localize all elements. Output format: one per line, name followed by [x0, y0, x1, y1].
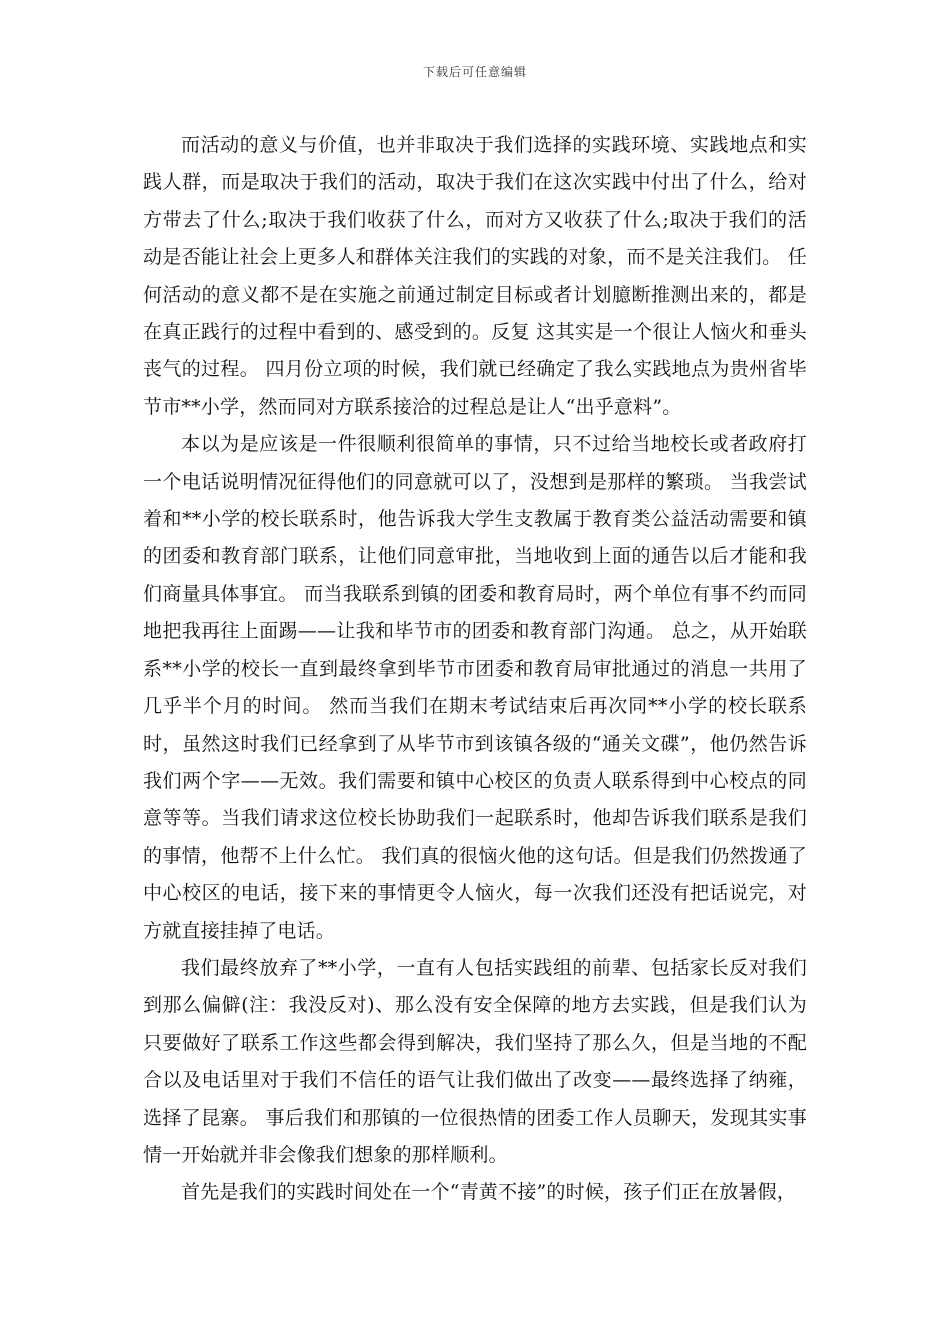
document-body: [143, 127, 807, 1212]
paragraph: 本以为是应该是一件很顺利很简单的事情，只不过给当地校长或者政府打一个电话说明情况征得他们的同意就可以了，没想到是那样的繁琐。 当我尝试着和**小学的校长联系时，他告诉我大学生支教属于教育类公益活动需要和镇的团委和教育部门联系，让他们同意审批，当地收到上面的通告以后才能和我们商量具体事宜。 而当我联系到镇的团委和教育局时，两个单位有事不约而同地把我再往上面踢——让我和毕节市的团委和教育部门沟通。 总之，从开始联系**小学的校长一直到最终拿到毕节市团委和教育局审批通过的消息一共用了几乎半个月的时间。 然而当我们在期末考试结束后再次同**小学的校长联系时，虽然这时我们已经拿到了从毕节市到该镇各级的“通关文碟”，他仍然告诉我们两个字——无效。我们需要和镇中心校区的负责人联系得到中心校点的同意等等。当我们请求这位校长协助我们一起联系时，他却告诉我们联系是我们的事情，他帮不上什么忙。 我们真的很恼火他的这句话。但是我们仍然拨通了中心校区的电话，接下来的事情更令人恼火，每一次我们还没有把话说完，对方就直接挂掉了电话。: [143, 433, 807, 942]
paragraph: 而活动的意义与价值，也并非取决于我们选择的实践环境、实践地点和实践人群，而是取决于我们的活动，取决于我们在这次实践中付出了什么，给对方带去了什么;取决于我们收获了什么，而对方又收获了什么;取决于我们的活动是否能让社会上更多人和群体关注我们的实践的对象，而不是关注我们。 任何活动的意义都不是在实施之前通过制定目标或者计划臆断推测出来的，都是在真正践行的过程中看到的、感受到的。反复 这其实是一个很让人恼火和垂头丧气的过程。 四月份立项的时候，我们就已经确定了我么实践地点为贵州省毕节市**小学，然而同对方联系接洽的过程总是让人“出乎意料”。: [143, 134, 807, 418]
paragraph: 首先是我们的实践时间处在一个“青黄不接”的时候，孩子们正在放暑假，: [181, 1181, 797, 1204]
page-header: 下载后可任意编辑: [422, 65, 527, 79]
paragraph: 我们最终放弃了**小学，一直有人包括实践组的前辈、包括家长反对我们到那么偏僻(注：我没反对)、那么没有安全保障的地方去实践，但是我们认为只要做好了联系工作这些都会得到解决，我们坚持了那么久，但是当地的不配合以及电话里对于我们不信任的语气让我们做出了改变——最终选择了纳雍，选择了昆寨。 事后我们和那镇的一位很热情的团委工作人员聊天，发现其实事情一开始就并非会像我们想象的那样顺利。: [143, 956, 807, 1166]
